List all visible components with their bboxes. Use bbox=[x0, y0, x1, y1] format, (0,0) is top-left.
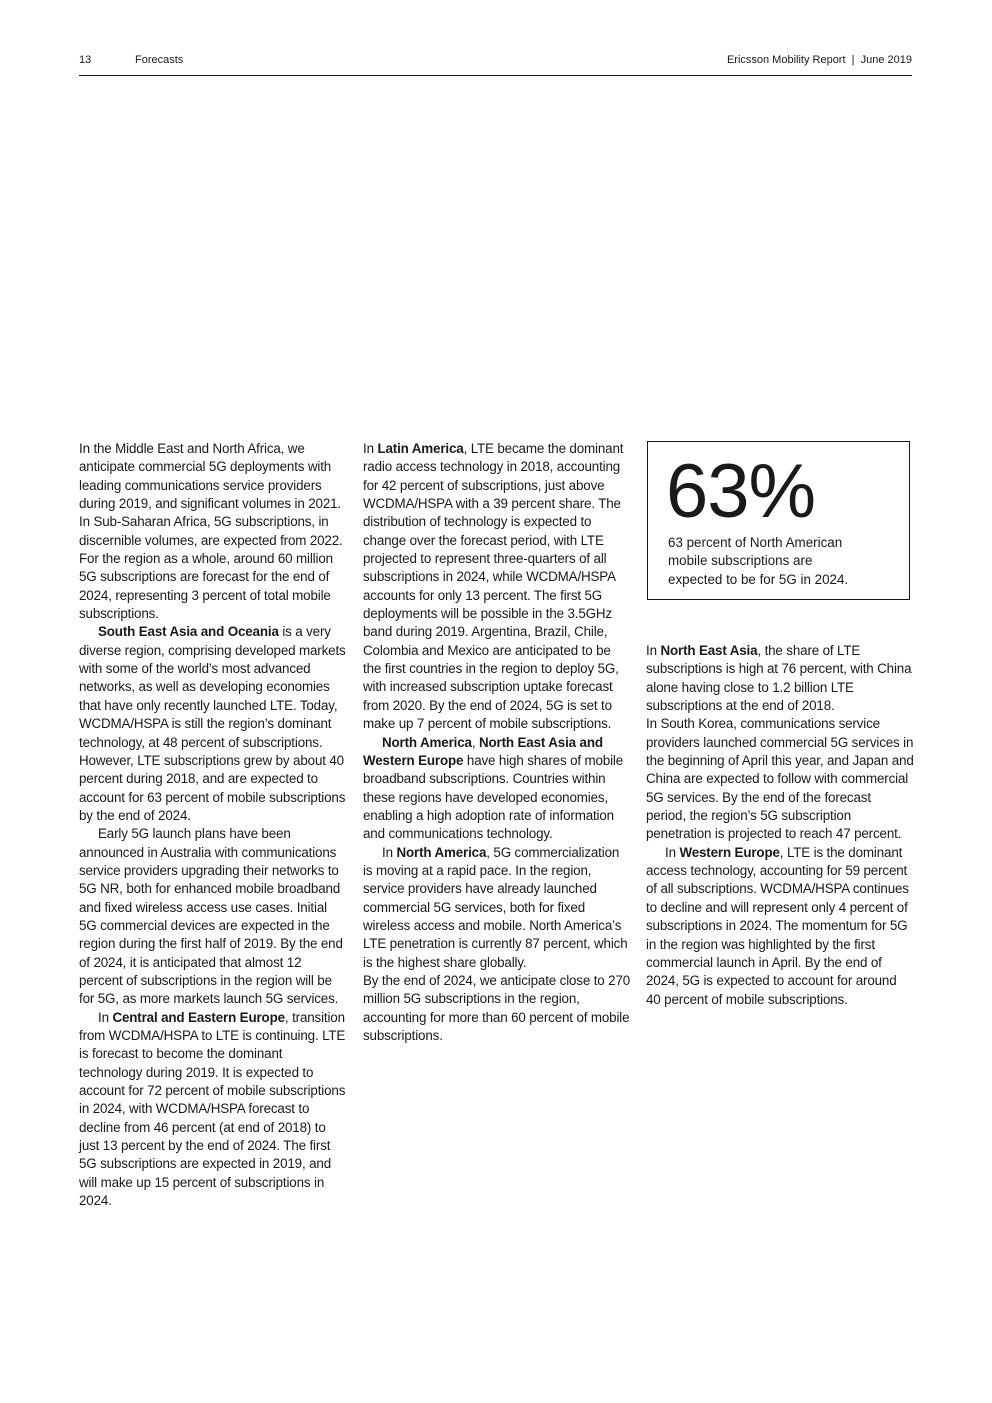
paragraph-latin-america: In Latin America, LTE became the dominant radio access technology in 2018, accounting for 42 percent of subscriptions, just above WCDMA/HSPA with a 39 percent share. The distribution of technology is expected to change over the forecast period, with LTE projected to represent three-quarters of all subscriptions in 2024, while WCDMA/HSPA accounts for only 13 percent. The first 5G deployments will be possible in the 3.5GHz band during 2019. Argentina, Brazil, Chile, Colombia and Mexico are anticipated to be the first countries in the region to deploy 5G, with increased subscription uptake forecast from 2020. By the end of 2024, 5G is set to make up 7 percent of mobile subscriptions. bbox=[363, 441, 624, 732]
paragraph-north-america: In North America, 5G commercialization is moving at a rapid pace. In the region, service providers have already launched commercial 5G services, both for fixed wireless access and mobile. North America’s LTE penetration is currently 87 percent, which is the highest share globally. bbox=[363, 844, 628, 970]
section-name: Forecasts bbox=[135, 54, 184, 66]
text-column-1 bbox=[79, 440, 347, 1210]
text-column-2 bbox=[363, 440, 631, 1045]
stat-caption: 63 percent of North American mobile subscriptions are expected to be for 5G in 2024. bbox=[668, 535, 849, 587]
paragraph-north-east-asia: In North East Asia, the share of LTE subscriptions is high at 76 percent, with China alone having close to 1.2 billion LTE subscriptions at the end of 2018. bbox=[646, 643, 912, 714]
stat-callout-box bbox=[647, 441, 910, 600]
region-name: Central and Eastern Europe bbox=[112, 1009, 285, 1025]
paragraph-western-europe: In Western Europe, LTE is the dominant access technology, accounting for 59 percent of all subscriptions. WCDMA/HSPA continues to decline and will represent only 4 percent of subscriptions in 2024. The momentum for 5G in the region was highlighted by the first commercial launch in April. By the end of 2024, 5G is expected to account for around 40 percent of mobile subscriptions. bbox=[646, 844, 909, 1007]
region-name: Western Europe bbox=[679, 844, 780, 860]
region-name: Latin America bbox=[377, 441, 464, 456]
page-number: 13 bbox=[79, 54, 92, 66]
page-header bbox=[79, 52, 912, 76]
region-name: North East Asia and Western Europe bbox=[363, 734, 603, 768]
text-column-3 bbox=[646, 642, 914, 1009]
paragraph-mena: In the Middle East and North Africa, we anticipate commercial 5G deployments with leading communications service providers during 2019, and significant volumes in 2021. In Sub-Saharan Africa, 5G subscriptions, in discernible volumes, are expected from 2022. For the region as a whole, around 60 million 5G subscriptions are forecast for the end of 2024, representing 3 percent of total mobile subscriptions. bbox=[79, 441, 343, 622]
paragraph-australia: Early 5G launch plans have been announced in Australia with communications service providers upgrading their networks to 5G NR, both for enhanced mobile broadband and fixed wireless access use cases. Initial 5G commercial devices are expected in the region during the first half of 2019. By the end of 2024, it is anticipated that almost 12 percent of subscriptions in the region will be for 5G, as more markets launch 5G services. bbox=[79, 826, 343, 1007]
region-name: North America bbox=[382, 734, 472, 750]
region-name: South East Asia and Oceania bbox=[98, 624, 279, 640]
paragraph-south-korea: In South Korea, communications service providers launched commercial 5G services in the beginning of April this year, and Japan and China are expected to follow with commercial 5G services. By the end of the forecast period, the region’s 5G subscription penetration is projected to reach 47 percent. bbox=[646, 716, 914, 842]
region-name: North East Asia bbox=[660, 643, 758, 658]
report-title: Ericsson Mobility Report | June 2019 bbox=[726, 54, 912, 66]
paragraph-north-america-forecast: By the end of 2024, we anticipate close to 270 million 5G subscriptions in the region, accounting for more than 60 percent of mobile subscriptions. bbox=[363, 972, 631, 1043]
region-name: North America bbox=[396, 844, 487, 860]
paragraph-cee: In Central and Eastern Europe, transition from WCDMA/HSPA to LTE is continuing. LTE is forecast to become the dominant technology during 2019. It is expected to account for 72 percent of mobile subscriptions in 2024, with WCDMA/HSPA forecast to decline from 46 percent (at end of 2018) to just 13 percent by the end of 2024. The first 5G subscriptions are expected in 2019, and will make up 15 percent of subscriptions in 2024. bbox=[79, 1009, 346, 1209]
stat-value: 63% bbox=[666, 449, 816, 534]
paragraph-mature-regions: North America, North East Asia and Western Europe have high shares of mobile broadband subscriptions. Countries within these regions have developed economies, enabling a high adoption rate of information and communications technology. bbox=[363, 734, 624, 842]
paragraph-sea-oceania: South East Asia and Oceania is a very diverse region, comprising developed markets with some of the world’s most advanced networks, as well as developing economies that have only recently launched LTE. Today, WCDMA/HSPA is still the region’s dominant technology, at 48 percent of subscriptions. However, LTE subscriptions grew by about 40 percent during 2018, and are expected to account for 63 percent of mobile subscriptions by the end of 2024. bbox=[79, 624, 346, 823]
